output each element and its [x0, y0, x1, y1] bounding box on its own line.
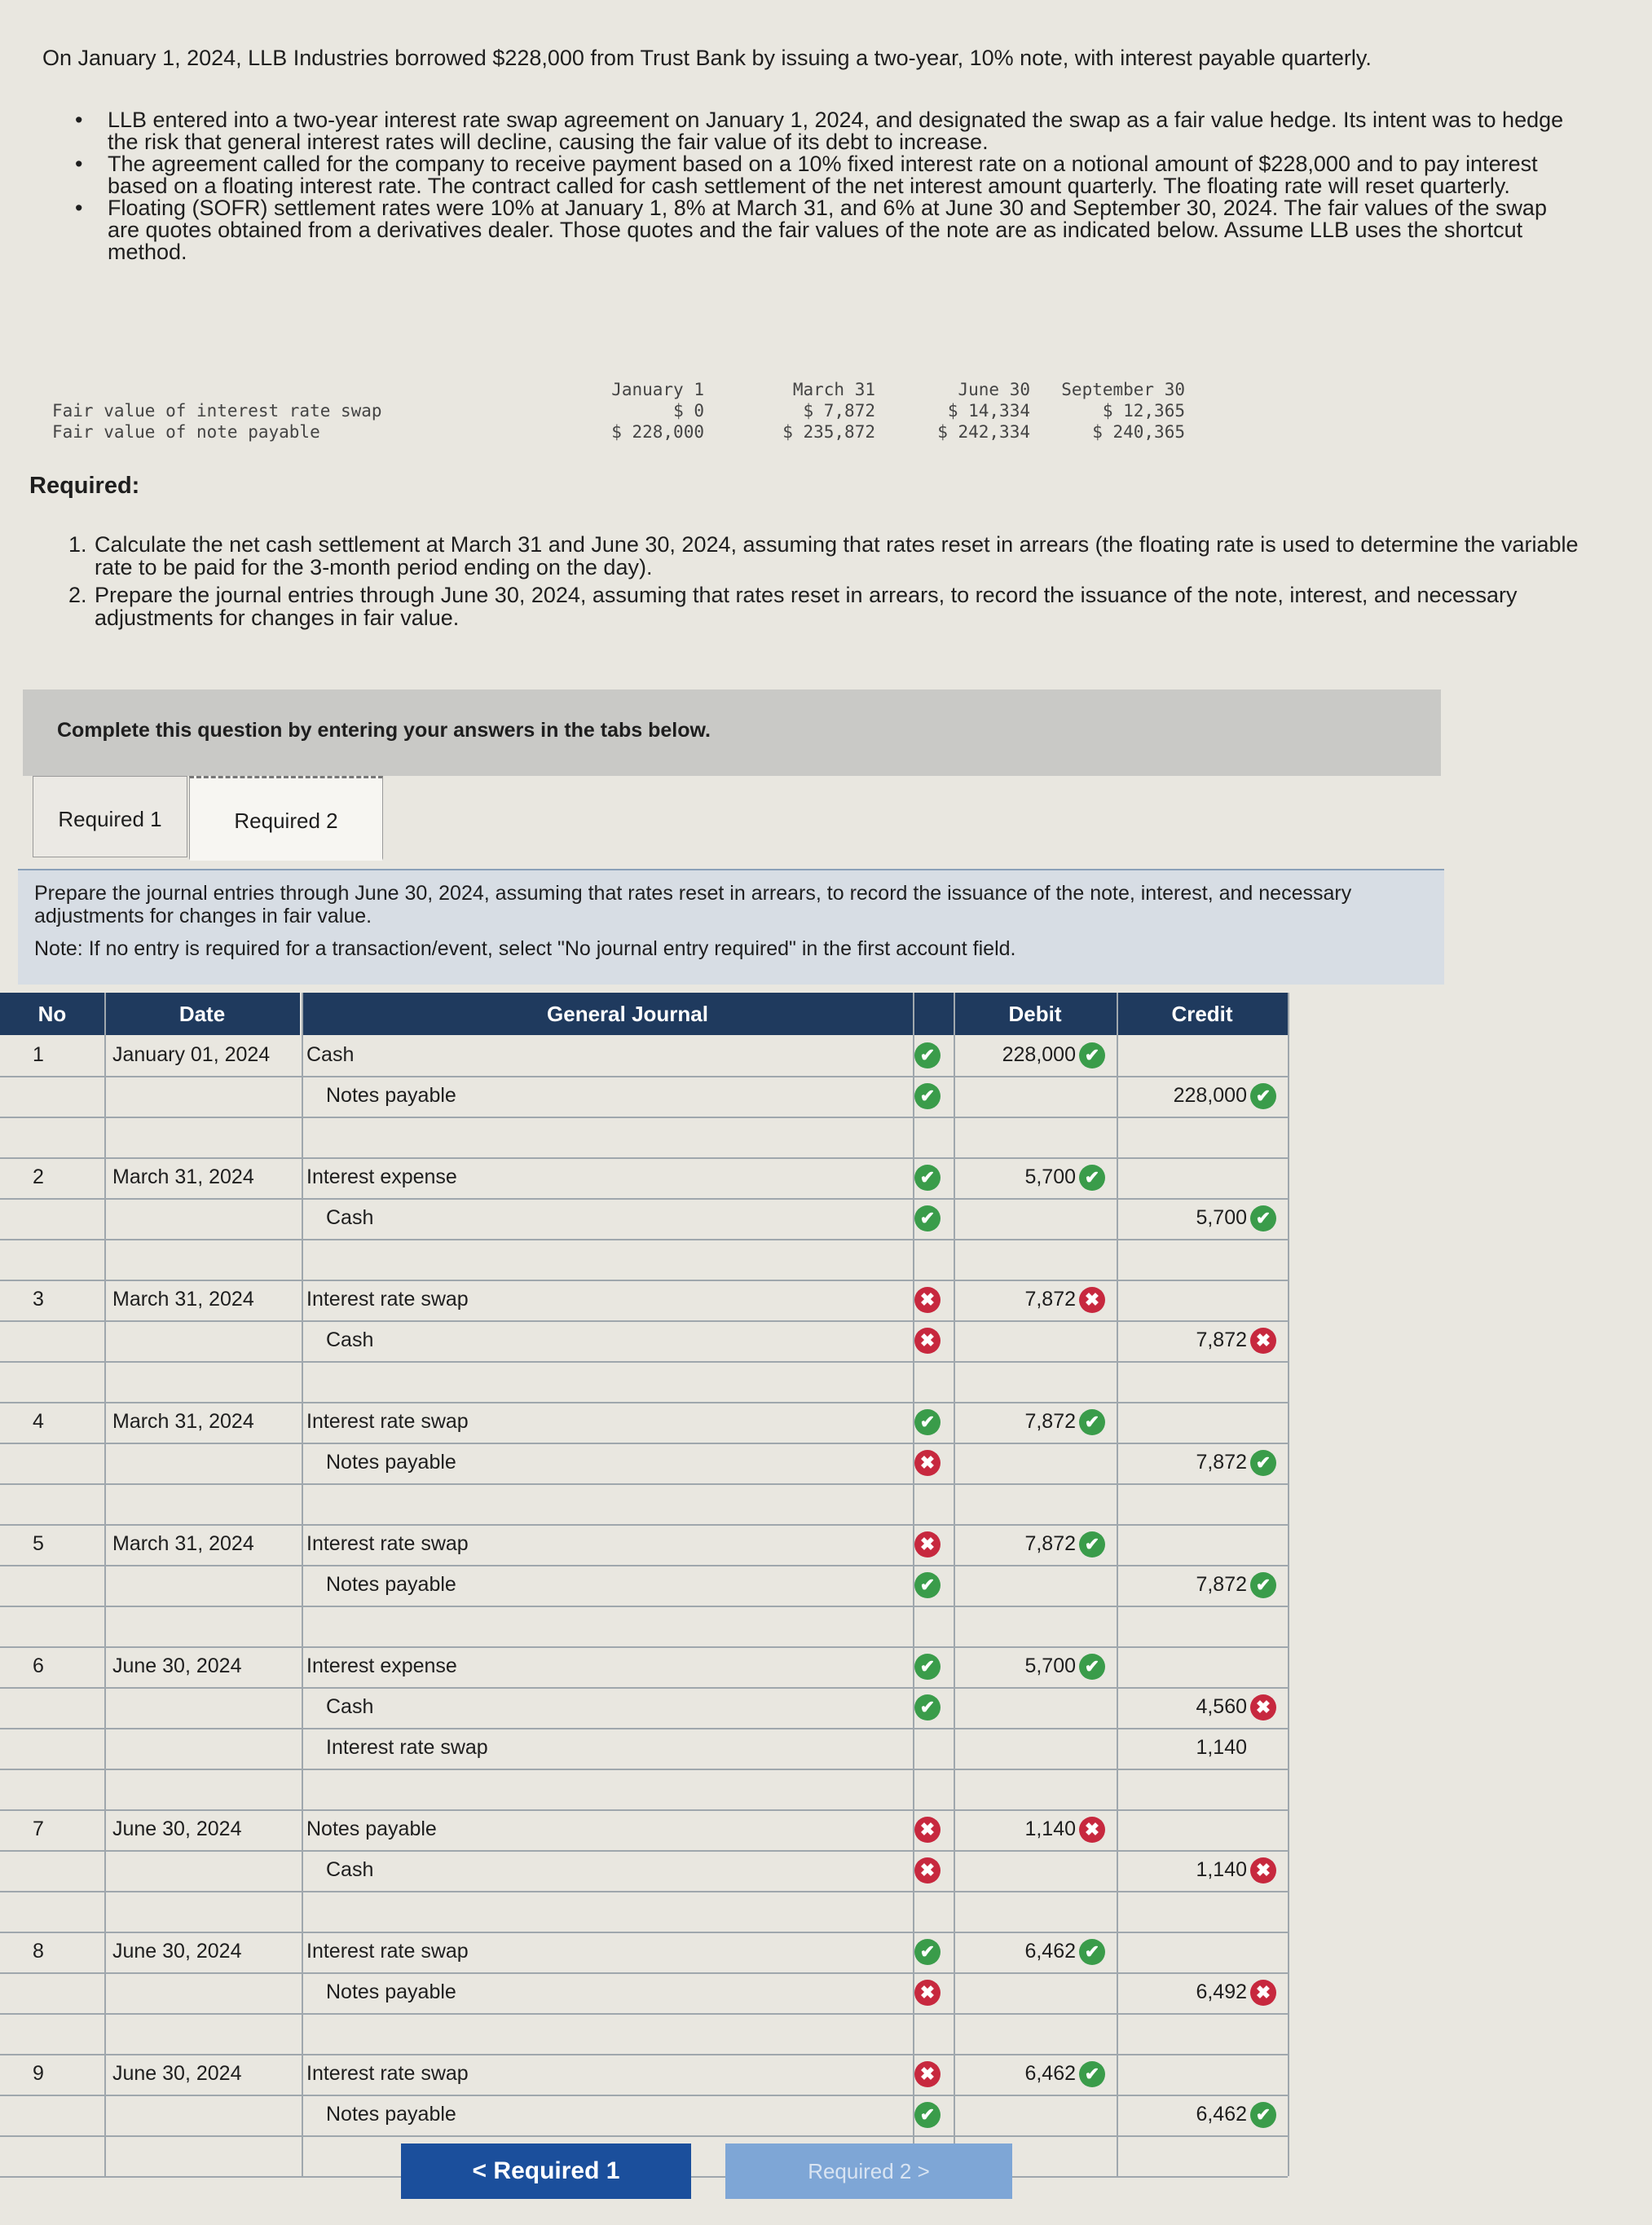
check-icon: ✔ [914, 1042, 941, 1068]
check-icon: ✔ [1079, 1531, 1105, 1558]
bullet-item: • LLB entered into a two-year interest rate swap agreement on January 1, 2024, and designated the swap as a fair value hedge. Its intent was to hedge the risk that general interest rates will decline, causing the fair value of its debt to increase. [75, 109, 1575, 153]
entry-number: 1 [33, 1043, 44, 1066]
problem-intro: On January 1, 2024, LLB Industries borrowed $228,000 from Trust Bank by issuing a two-year, 10% note, with interest payable quarterly. [42, 46, 1372, 70]
entry-date[interactable]: March 31, 2024 [112, 1165, 254, 1188]
entry-date[interactable]: March 31, 2024 [112, 1410, 254, 1433]
check-icon: ✔ [1250, 1572, 1276, 1598]
journal-row [0, 1565, 1288, 1607]
entry-number: 8 [33, 1940, 44, 1963]
problem-bullets [75, 109, 1575, 263]
journal-row [0, 1809, 1288, 1852]
journal-row [0, 1402, 1288, 1444]
fv-cell: $ 14,334 [947, 401, 1030, 421]
check-icon: ✔ [914, 1083, 941, 1109]
journal-blank-row[interactable] [0, 1606, 1288, 1648]
journal-row [0, 1687, 1288, 1729]
check-icon: ✔ [914, 1205, 941, 1231]
check-icon: ✔ [914, 1939, 941, 1965]
fv-col-header: March 31 [792, 380, 875, 399]
fv-cell: $ 242,334 [937, 422, 1030, 442]
fv-row-label: Fair value of note payable [52, 422, 320, 442]
fv-cell: $ 7,872 [803, 401, 875, 421]
required-num: 1. [68, 532, 87, 557]
credit-input[interactable]: 1,140 [1196, 1736, 1247, 1759]
credit-input[interactable]: 6,492 [1196, 1980, 1247, 2003]
entry-number: 3 [33, 1288, 44, 1311]
journal-row [0, 1035, 1288, 1077]
bullet-item: • Floating (SOFR) settlement rates were 10% at January 1, 8% at March 31, and 6% at June 30 and September 30, 2024. The fair values of the swap are quotes obtained from a derivatives dealer. Those quotes and the fair values of the note are as indicated below. Assume LLB uses the shortcut method. [75, 197, 1575, 263]
x-icon: ✖ [1079, 1817, 1105, 1843]
x-icon: ✖ [914, 1287, 941, 1313]
check-icon: ✔ [1250, 2102, 1276, 2128]
check-icon: ✔ [1250, 1205, 1276, 1231]
entry-date[interactable]: June 30, 2024 [112, 1654, 242, 1677]
check-icon: ✔ [1079, 1409, 1105, 1435]
required-num: 2. [68, 583, 87, 607]
journal-row [0, 1157, 1288, 1200]
debit-input[interactable]: 6,462 [1024, 2062, 1076, 2085]
journal-blank-row[interactable] [0, 2013, 1288, 2055]
credit-input[interactable]: 7,872 [1196, 1451, 1247, 1474]
account-field[interactable]: Interest rate swap [306, 1288, 469, 1311]
journal-blank-row[interactable] [0, 1769, 1288, 1811]
journal-row [0, 1972, 1288, 2015]
credit-input[interactable]: 7,872 [1196, 1573, 1247, 1596]
check-icon: ✔ [914, 2102, 941, 2128]
entry-date[interactable]: March 31, 2024 [112, 1532, 254, 1555]
debit-input[interactable]: 5,700 [1024, 1654, 1076, 1677]
fv-cell: $ 0 [673, 401, 704, 421]
debit-input[interactable]: 6,462 [1024, 1940, 1076, 1963]
debit-input[interactable]: 7,872 [1024, 1288, 1076, 1311]
x-icon: ✖ [914, 1450, 941, 1476]
tab-required-1[interactable]: Required 1 [33, 776, 187, 857]
account-field[interactable]: Interest rate swap [326, 1736, 488, 1759]
required-list [68, 533, 1601, 634]
account-field[interactable]: Cash [326, 1206, 374, 1229]
tab-prompt [18, 869, 1444, 985]
fv-cell: $ 228,000 [611, 422, 704, 442]
entry-date[interactable]: June 30, 2024 [112, 1817, 242, 1840]
fv-col-header: June 30 [958, 380, 1030, 399]
required-item [68, 533, 1601, 579]
journal-row [0, 1076, 1288, 1118]
required-text: Calculate the net cash settlement at March 31 and June 30, 2024, assuming that rates reset in arrears (the floating rate is used to determine the variable rate to be paid for the 3-month period ending on the day). [95, 532, 1579, 579]
column-divider [954, 993, 955, 2176]
journal-row [0, 1443, 1288, 1485]
account-field[interactable]: Cash [326, 1858, 374, 1881]
account-field[interactable]: Notes payable [326, 1980, 456, 2003]
x-icon: ✖ [1079, 1287, 1105, 1313]
account-field[interactable]: Notes payable [326, 1573, 456, 1596]
check-icon: ✔ [914, 1654, 941, 1680]
required-heading: Required: [29, 473, 140, 499]
entry-number: 7 [33, 1817, 44, 1840]
journal-blank-row[interactable] [0, 1483, 1288, 1526]
fv-cell: $ 12,365 [1102, 401, 1185, 421]
check-icon: ✔ [1079, 1165, 1105, 1191]
check-icon: ✔ [914, 1694, 941, 1721]
journal-row [0, 1524, 1288, 1566]
credit-input[interactable]: 4,560 [1196, 1695, 1247, 1718]
check-icon: ✔ [1250, 1083, 1276, 1109]
account-field[interactable]: Notes payable [326, 1451, 456, 1474]
instruction-text: Complete this question by entering your answers in the tabs below. [57, 719, 711, 742]
journal-blank-row[interactable] [0, 1361, 1288, 1403]
account-field[interactable]: Interest rate swap [306, 2062, 469, 2085]
prev-button[interactable]: < Required 1 [401, 2143, 691, 2199]
check-icon: ✔ [914, 1165, 941, 1191]
x-icon: ✖ [1250, 1328, 1276, 1354]
entry-date[interactable]: January 01, 2024 [112, 1043, 271, 1066]
fv-cell: $ 240,365 [1092, 422, 1185, 442]
entry-date[interactable]: March 31, 2024 [112, 1288, 254, 1311]
prompt-text: Prepare the journal entries through June 30, 2024, assuming that rates reset in arrears, to record the issuance of the note, interest, and necessary adjustments for changes in fair value. [34, 882, 1352, 927]
journal-row [0, 1280, 1288, 1322]
check-icon: ✔ [1079, 2061, 1105, 2087]
account-field[interactable]: Interest expense [306, 1165, 457, 1188]
check-icon: ✔ [1250, 1450, 1276, 1476]
credit-input[interactable]: 6,462 [1196, 2103, 1247, 2126]
entry-number: 2 [33, 1165, 44, 1188]
credit-input[interactable]: 228,000 [1173, 1084, 1247, 1107]
fv-col-header: September 30 [1061, 380, 1185, 399]
check-icon: ✔ [1079, 1042, 1105, 1068]
entry-number: 5 [33, 1532, 44, 1555]
x-icon: ✖ [914, 1328, 941, 1354]
jhead-debit: Debit [954, 993, 1117, 1035]
journal-blank-row[interactable] [0, 1117, 1288, 1159]
x-icon: ✖ [1250, 1857, 1276, 1884]
x-icon: ✖ [914, 1857, 941, 1884]
fv-cell: $ 235,872 [782, 422, 875, 442]
column-divider [302, 993, 303, 2176]
account-field[interactable]: Interest rate swap [306, 1940, 469, 1963]
instruction-banner [23, 690, 1441, 776]
prompt-note: Note: If no entry is required for a transaction/event, select "No journal entry required" in the first account field. [34, 937, 1016, 960]
journal-row [0, 2095, 1288, 2137]
debit-input[interactable]: 7,872 [1024, 1532, 1076, 1555]
jhead-date: Date [104, 993, 300, 1035]
journal-row [0, 1646, 1288, 1689]
bullet-item: • The agreement called for the company to receive payment based on a 10% fixed interest rate on a notional amount of $228,000 and to pay interest based on a floating interest rate. The contract called for cash settlement of the net interest amount quarterly. The floating rate will reset quarterly. [75, 153, 1575, 197]
account-field[interactable]: Cash [306, 1043, 355, 1066]
debit-input[interactable]: 5,700 [1024, 1165, 1076, 1188]
required-text: Prepare the journal entries through June 30, 2024, assuming that rates reset in arrears, to record the issuance of the note, interest, and necessary adjustments for changes in fair value. [95, 583, 1518, 630]
x-icon: ✖ [914, 2061, 941, 2087]
entry-date[interactable]: June 30, 2024 [112, 2062, 242, 2085]
account-field[interactable]: Notes payable [326, 2103, 456, 2126]
account-field[interactable]: Cash [326, 1328, 374, 1351]
debit-input[interactable]: 1,140 [1024, 1817, 1076, 1840]
jhead-general: General Journal [302, 993, 954, 1035]
account-field[interactable]: Interest expense [306, 1654, 457, 1677]
next-button[interactable]: Required 2 > [725, 2143, 1012, 2199]
journal-row [0, 1728, 1288, 1770]
account-field[interactable]: Interest rate swap [306, 1410, 469, 1433]
entry-number: 6 [33, 1654, 44, 1677]
account-field[interactable]: Notes payable [326, 1084, 456, 1107]
journal-row [0, 2054, 1288, 2096]
check-icon: ✔ [1079, 1654, 1105, 1680]
journal-row [0, 1198, 1288, 1240]
entry-number: 4 [33, 1410, 44, 1433]
journal-row [0, 1850, 1288, 1892]
journal-blank-row[interactable] [0, 1239, 1288, 1281]
x-icon: ✖ [1250, 1694, 1276, 1721]
credit-input[interactable]: 1,140 [1196, 1858, 1247, 1881]
account-field[interactable]: Cash [326, 1695, 374, 1718]
entry-number: 9 [33, 2062, 44, 2085]
debit-input[interactable]: 7,872 [1024, 1410, 1076, 1433]
debit-input[interactable]: 228,000 [1002, 1043, 1076, 1066]
column-divider [1288, 993, 1289, 2176]
account-field[interactable]: Notes payable [306, 1817, 437, 1840]
column-divider [913, 993, 914, 2176]
entry-date[interactable]: June 30, 2024 [112, 1940, 242, 1963]
x-icon: ✖ [1250, 1980, 1276, 2006]
x-icon: ✖ [914, 1817, 941, 1843]
column-divider [104, 993, 106, 2176]
check-icon: ✔ [1079, 1939, 1105, 1965]
journal-row [0, 1932, 1288, 1974]
jhead-credit: Credit [1117, 993, 1288, 1035]
account-field[interactable]: Interest rate swap [306, 1532, 469, 1555]
column-divider [1117, 993, 1118, 2176]
journal-blank-row[interactable] [0, 1891, 1288, 1933]
fv-col-header: January 1 [611, 380, 704, 399]
check-icon: ✔ [914, 1572, 941, 1598]
credit-input[interactable]: 5,700 [1196, 1206, 1247, 1229]
fv-row-label: Fair value of interest rate swap [52, 401, 382, 421]
jhead-no: No [0, 993, 104, 1035]
x-icon: ✖ [914, 1980, 941, 2006]
x-icon: ✖ [914, 1531, 941, 1558]
credit-input[interactable]: 7,872 [1196, 1328, 1247, 1351]
tab-required-2[interactable]: Required 2 [189, 776, 383, 861]
journal-row [0, 1320, 1288, 1363]
check-icon: ✔ [914, 1409, 941, 1435]
required-item [68, 584, 1601, 629]
